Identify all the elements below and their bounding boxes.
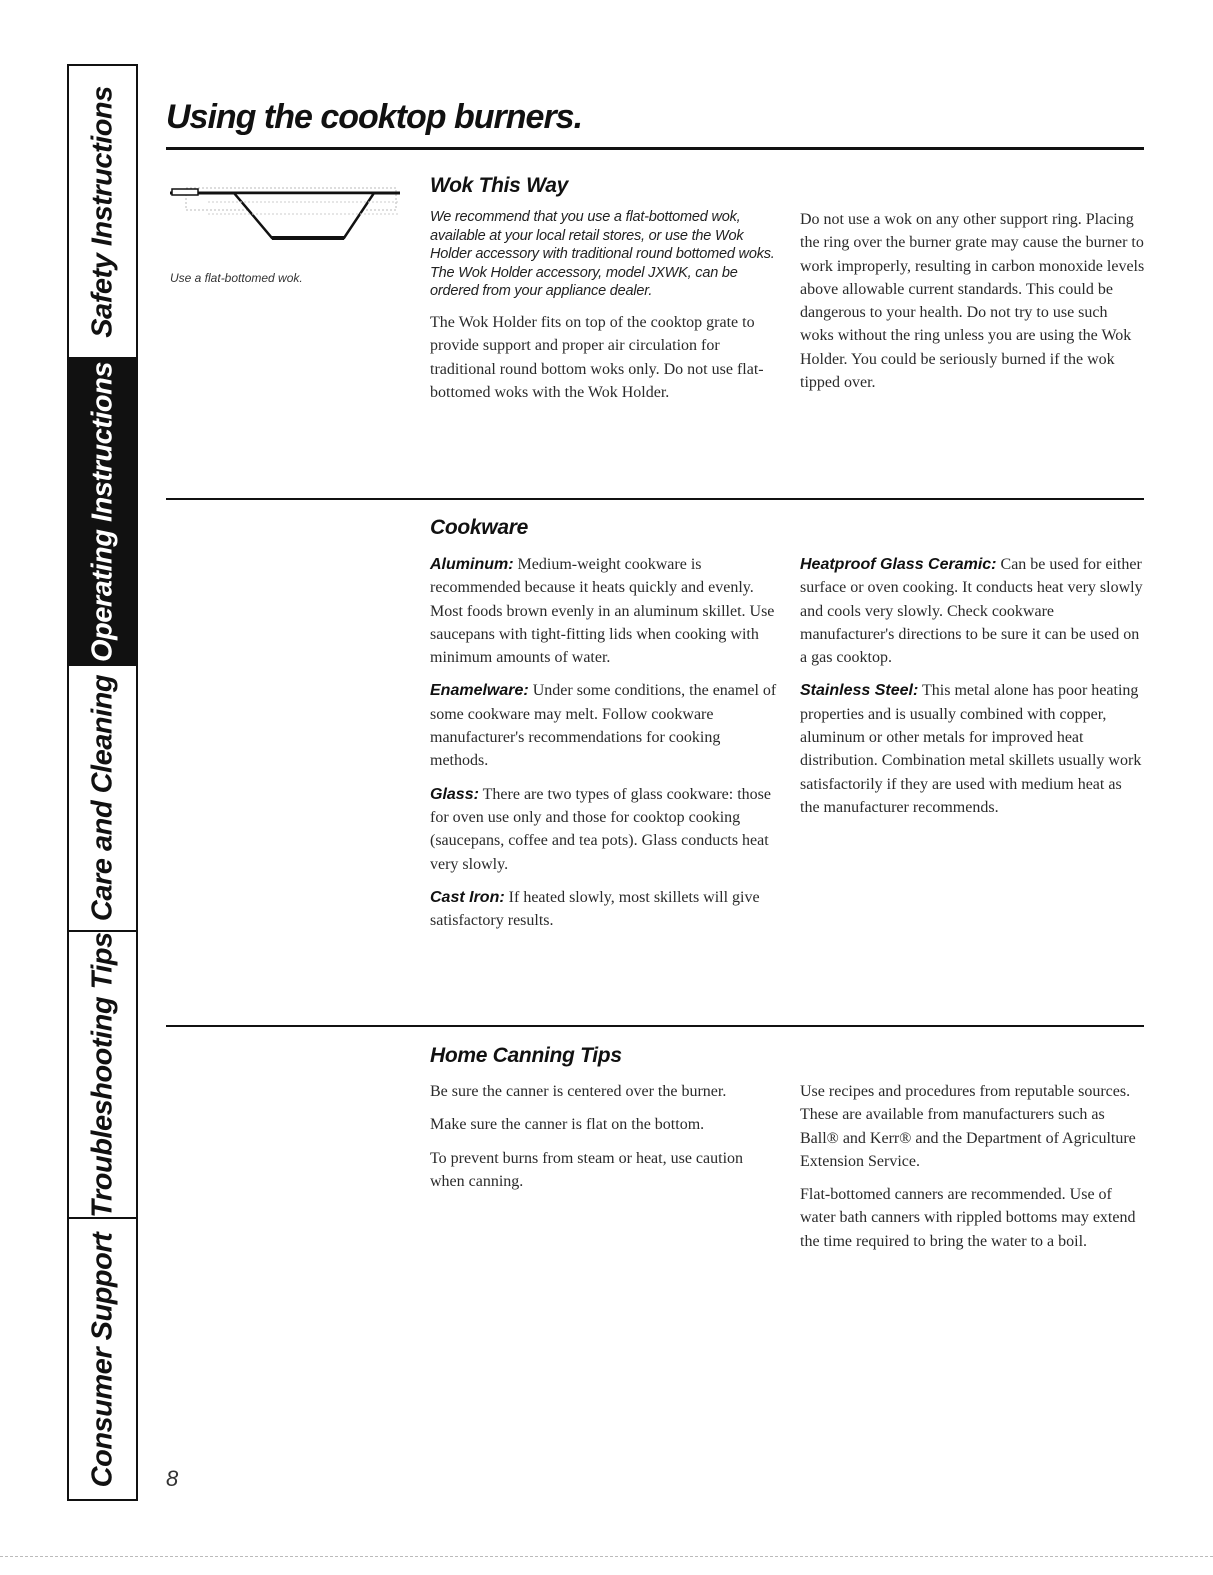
term-text: There are two types of glass cookware: those for oven use only and those for cooktop cooking (saucepans, coffee and tea pots). Glass conducts heat very slowly. bbox=[430, 785, 771, 873]
canning-right-column bbox=[800, 1080, 1145, 1263]
cookware-left-column bbox=[430, 553, 780, 942]
cookware-stainless-steel bbox=[800, 679, 1145, 819]
canning-tip: Make sure the canner is flat on the bottom. bbox=[430, 1116, 705, 1134]
term-label: Enamelware: bbox=[430, 682, 529, 700]
term-label: Glass: bbox=[430, 785, 479, 803]
cookware-enamelware bbox=[430, 679, 780, 772]
canning-heading: Home Canning Tips bbox=[430, 1044, 622, 1067]
page-bottom-edge bbox=[0, 1556, 1213, 1557]
tab-label: Safety Instructions bbox=[86, 85, 118, 338]
wok-icon bbox=[168, 180, 404, 246]
term-text: This metal alone has poor heating properties and is usually combined with copper, aluminum or other metals for improved heat distribution. Combination metal skillets usually work satisfactorily if they are used with medium heat as the manufacturer recommends. bbox=[800, 682, 1142, 816]
section-divider bbox=[166, 1025, 1144, 1027]
wok-warning-paragraph: Do not use a wok on any other support ring. Placing the ring over the burner grate may cause the burner to work improperly, resulting in carbon monoxide levels above allowable current standards. This could be dangerous to your health. Do not try to use such woks without the ring unless you are using the Wok Holder. You could be seriously burned if the wok tipped over. bbox=[800, 211, 1145, 392]
tab-label: Operating Instructions bbox=[86, 361, 118, 662]
page-title: Using the cooktop burners. bbox=[166, 98, 583, 136]
wok-heading: Wok This Way bbox=[430, 174, 568, 197]
cookware-right-column bbox=[800, 553, 1145, 829]
term-text: Can be used for either surface or oven cooking. It conducts heat very slowly and cools very slowly. Check cookware manufacturer's directions to be sure it can be used on a gas cooktop. bbox=[800, 556, 1143, 667]
tab-safety-instructions[interactable] bbox=[69, 66, 136, 359]
cookware-cast-iron bbox=[430, 886, 780, 933]
wok-right-column bbox=[800, 208, 1145, 404]
wok-holder-paragraph: The Wok Holder fits on top of the cooktop grate to provide support and proper air circulation for traditional round bottom woks only. Do not use flat-bottomed woks with the Wok Holder. bbox=[430, 313, 764, 401]
tab-care-and-cleaning[interactable] bbox=[69, 666, 136, 932]
term-label: Stainless Steel: bbox=[800, 682, 919, 700]
page-number: 8 bbox=[166, 1466, 179, 1491]
canning-left-column bbox=[430, 1080, 770, 1203]
cookware-aluminum bbox=[430, 553, 780, 669]
canning-tip: To prevent burns from steam or heat, use caution when canning. bbox=[430, 1149, 744, 1190]
tab-troubleshooting-tips[interactable] bbox=[69, 932, 136, 1219]
wok-caption: Use a flat-bottomed wok. bbox=[170, 271, 303, 285]
tab-consumer-support[interactable] bbox=[69, 1219, 136, 1501]
tab-operating-instructions[interactable] bbox=[69, 359, 136, 666]
term-text: Medium-weight cookware is recommended because it heats quickly and evenly. Most foods brown evenly in an aluminum skillet. Use saucepans with tight-fitting lids when cooking with minimum amounts of water. bbox=[430, 556, 775, 667]
wok-intro: We recommend that you use a flat-bottomed wok, available at your local retail stores, or use the Wok Holder accessory with traditional round bottomed woks. The Wok Holder accessory, model JXWK, can be ordered from your appliance dealer. bbox=[430, 209, 775, 300]
term-label: Heatproof Glass Ceramic: bbox=[800, 556, 997, 573]
term-label: Aluminum: bbox=[430, 556, 514, 573]
tab-label: Care and Cleaning bbox=[86, 674, 118, 922]
canning-tip: Use recipes and procedures from reputable sources. These are available from manufacturers such as Ball® and Kerr® and the Department of Agriculture Extension Service. bbox=[800, 1083, 1136, 1170]
wok-left-column bbox=[430, 208, 775, 414]
section-divider bbox=[166, 498, 1144, 500]
title-rule bbox=[166, 147, 1144, 150]
canning-tip: Flat-bottomed canners are recommended. Use of water bath canners with rippled bottoms may extend the time required to bring the water to a boil. bbox=[800, 1186, 1136, 1250]
cookware-glass-ceramic bbox=[800, 553, 1145, 669]
canning-tip: Be sure the canner is centered over the burner. bbox=[430, 1083, 727, 1100]
tab-label: Consumer Support bbox=[86, 1232, 118, 1488]
term-label: Cast Iron: bbox=[430, 888, 505, 906]
tab-label: Troubleshooting Tips bbox=[86, 932, 118, 1218]
cookware-heading: Cookware bbox=[430, 516, 528, 539]
cookware-glass bbox=[430, 783, 780, 876]
term-text: Under some conditions, the enamel of some cookware may melt. Follow cookware manufacturer's recommendations for cooking methods. bbox=[430, 682, 777, 770]
term-text: If heated slowly, most skillets will give satisfactory results. bbox=[430, 888, 760, 930]
section-tab-strip bbox=[67, 64, 138, 1501]
